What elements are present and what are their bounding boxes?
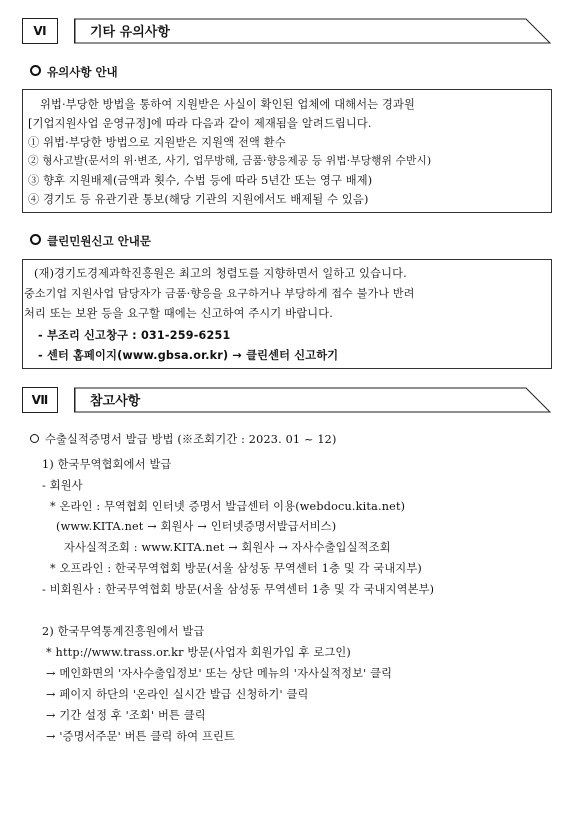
notice-line: ③ 향후 지원배제(금액과 횟수, 수법 등에 따라 5년간 또는 영구 배제) [28, 174, 373, 187]
notice-line: [기업지원사업 운영규정]에 따라 다음과 같이 제재됨을 알려드립니다. [28, 117, 372, 130]
notice-line: ④ 경기도 등 유관기관 통보(해당 기관의 지원에서도 배제될 수 있음) [28, 193, 369, 206]
export-cert-heading: 수출실적증명서 발급 방법 (※조회기간 : 2023. 01 ~ 12) [30, 431, 337, 447]
report-phone: - 부조리 신고창구 : 031-259-6251 [38, 329, 231, 342]
circle-bullet-icon [30, 234, 41, 245]
ref-line: → 페이지 하단의 '온라인 실시간 발급 신청하기' 클릭 [46, 688, 309, 701]
ref-line: * 오프라인 : 한국무역협회 방문(서울 삼성동 무역센터 1층 및 각 국내지부) [50, 562, 422, 575]
notice-line: ② 형사고발(문서의 위·변조, 사기, 업무방해, 금품·향응제공 등 위법·부당행위 수반시) [28, 155, 432, 167]
report-website: - 센터 홈페이지(www.gbsa.or.kr) → 클린센터 신고하기 [38, 349, 339, 362]
ref-line: 자사실적조회 : www.KITA.net → 회원사 → 자사수출입실적조회 [64, 541, 391, 554]
section-7-title: 참고사항 [90, 394, 141, 409]
notice-line: ① 위법·부당한 방법으로 지원받은 지원액 전액 환수 [28, 136, 286, 149]
circle-bullet-icon [30, 65, 41, 76]
ref-line: - 비회원사 : 한국무역협회 방문(서울 삼성동 무역센터 1층 및 각 국내지역본부) [42, 583, 435, 596]
ref-line: 1) 한국무역협회에서 발급 [42, 458, 172, 471]
ref-line: 2) 한국무역통계진흥원에서 발급 [42, 625, 205, 638]
section-7-header [22, 387, 550, 413]
clean-line: 중소기업 지원사업 담당자가 금품·향응을 요구하거나 부당하게 접수 불가나 반려 [24, 287, 415, 300]
section-7-number: Ⅶ [22, 387, 58, 413]
ref-line: - 회원사 [42, 479, 83, 492]
section-6-number: Ⅵ [22, 18, 58, 44]
clean-heading: 클린민원신고 안내문 [30, 233, 151, 249]
section-6-title: 기타 유의사항 [90, 25, 170, 40]
section-7-title-frame [74, 387, 552, 413]
ref-line: * http://www.trass.or.kr 방문(사업자 회원가입 후 로그인) [46, 646, 351, 659]
notice-line: 위법·부당한 방법을 통하여 지원받은 사실이 확인된 업체에 대해서는 경과원 [40, 98, 416, 111]
ref-line: (www.KITA.net → 회원사 → 인터넷증명서발급서비스) [56, 520, 337, 533]
notice-heading: 유의사항 안내 [30, 64, 118, 80]
clean-line: 처리 또는 보완 등을 요구할 때에는 신고하여 주시기 바랍니다. [24, 307, 333, 320]
ref-line: → 메인화면의 '자사수출입정보' 또는 상단 메뉴의 '자사실적정보' 클릭 [46, 667, 393, 680]
ref-line: → '증명서주문' 버튼 클릭 하여 프린트 [46, 730, 236, 743]
ref-line: * 온라인 : 무역협회 인터넷 증명서 발급센터 이용(webdocu.kita.net) [50, 500, 406, 513]
section-6-header [22, 18, 550, 44]
clean-line: (재)경기도경제과학진흥원은 최고의 청렴도를 지향하면서 일하고 있습니다. [34, 267, 407, 280]
circle-bullet-icon [30, 434, 39, 443]
ref-line: → 기간 설정 후 '조회' 버튼 클릭 [46, 709, 206, 722]
